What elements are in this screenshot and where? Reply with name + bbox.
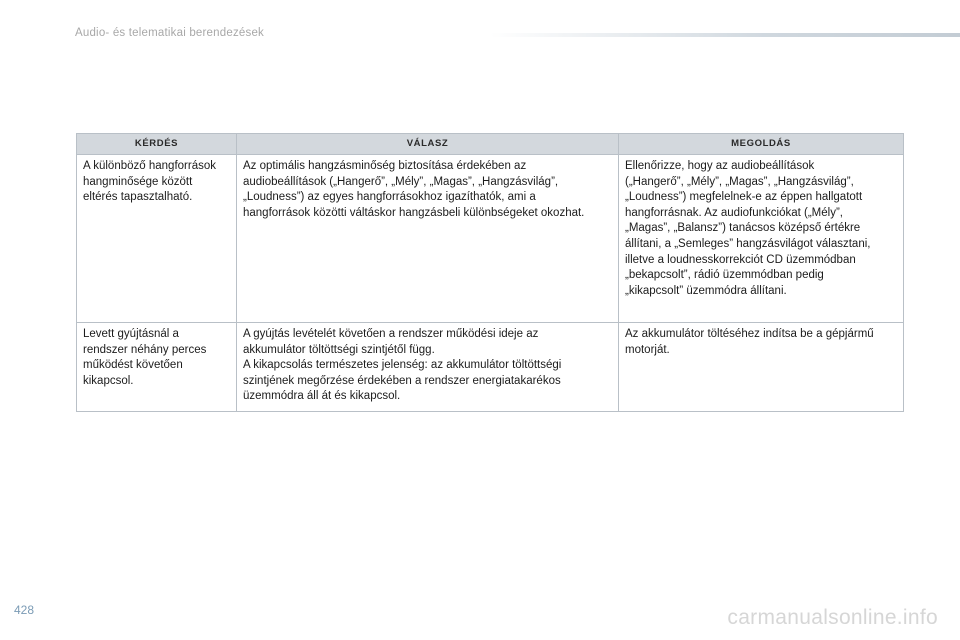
- table-row: [77, 155, 904, 323]
- qa-table: [76, 133, 904, 412]
- page-number: 428: [14, 603, 35, 617]
- header-rule: [490, 33, 960, 37]
- solution-cell: Ellenőrizze, hogy az audiobeállítások („Hangerő”, „Mély”, „Magas”, „Hangzásvilág”, „Loudness”) megfelelnek-e az éppen hallgatott hangforrásnak. Az audiofunkciókat („Mély”, „Magas”, „Balansz”) tanácsos középső értékre állítani, a „Semleges” hangzásvilágot választani, illetve a loudnesskorrekciót CD üzemmódban „bekapcsolt”, rádió üzemmódban pedig „kikapcsolt” üzemmódra állítani.: [619, 155, 904, 323]
- table-row: [77, 323, 904, 412]
- question-cell: Levett gyújtásnál a rendszer néhány perces működést követően kikapcsol.: [77, 323, 237, 412]
- table-header-row: [77, 134, 904, 155]
- page-header-title: Audio- és telematikai berendezések: [75, 27, 264, 39]
- question-cell: A különböző hangforrások hangminősége között eltérés tapasztalható.: [77, 155, 237, 323]
- answer-cell: A gyújtás levételét követően a rendszer működési ideje az akkumulátor töltöttségi szintjétől függ. A kikapcsolás természetes jelenség: az akkumulátor töltöttségi szintjének megőrzése érdekében a rendszer energiatakarékos üzemmódra áll át és kikapcsol.: [237, 323, 619, 412]
- solution-cell: Az akkumulátor töltéséhez indítsa be a gépjármű motorját.: [619, 323, 904, 412]
- column-header-answer: VÁLASZ: [237, 134, 619, 155]
- column-header-solution: MEGOLDÁS: [619, 134, 904, 155]
- answer-cell: Az optimális hangzásminőség biztosítása érdekében az audiobeállítások („Hangerő”, „Mély”, „Magas”, „Hangzásvilág”, „Loudness”) az egyes hangforrásokhoz igazíthatók, ami a hangforrások közötti váltáskor hangzásbeli különbségeket okozhat.: [237, 155, 619, 323]
- column-header-question: KÉRDÉS: [77, 134, 237, 155]
- watermark-text: carmanualsonline.info: [727, 606, 938, 629]
